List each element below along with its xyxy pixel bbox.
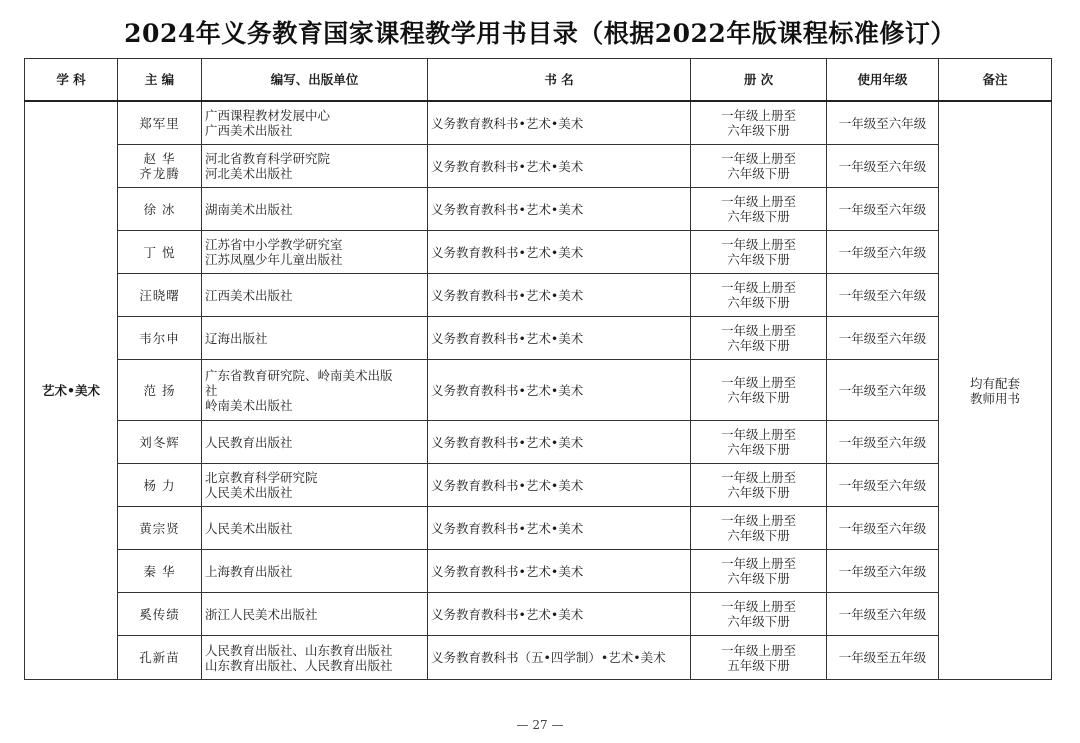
editor-cell: 汪晓曙	[118, 274, 202, 317]
book-title-cell: 义务教育教科书•艺术•美术	[428, 593, 691, 636]
volume-cell: 一年级上册至 六年级下册	[691, 421, 827, 464]
volume-cell: 一年级上册至 六年级下册	[691, 360, 827, 421]
book-title-cell: 义务教育教科书•艺术•美术	[428, 464, 691, 507]
book-title-cell: 义务教育教科书•艺术•美术	[428, 274, 691, 317]
book-title-cell: 义务教育教科书•艺术•美术	[428, 231, 691, 274]
header-subject: 学 科	[25, 59, 118, 102]
editor-cell: 丁 悦	[118, 231, 202, 274]
book-title-cell: 义务教育教科书•艺术•美术	[428, 550, 691, 593]
publisher-cell: 人民教育出版社	[202, 421, 428, 464]
editor-cell: 刘冬辉	[118, 421, 202, 464]
table-row	[25, 188, 1052, 231]
editor-cell: 范 扬	[118, 360, 202, 421]
page-number: — 27 —	[516, 718, 564, 732]
table-row	[25, 145, 1052, 188]
publisher-cell: 江西美术出版社	[202, 274, 428, 317]
grade-cell: 一年级至六年级	[827, 274, 939, 317]
editor-cell: 奚传绩	[118, 593, 202, 636]
book-title-cell: 义务教育教科书（五•四学制）•艺术•美术	[428, 636, 691, 680]
document-title: 2024年义务教育国家课程教学用书目录（根据2022年版课程标准修订）	[124, 19, 956, 48]
subject-cell: 艺术•美术	[25, 101, 118, 680]
header-grade: 使用年级	[827, 59, 939, 102]
header-book: 书 名	[428, 59, 691, 102]
grade-cell: 一年级至六年级	[827, 507, 939, 550]
grade-cell: 一年级至六年级	[827, 464, 939, 507]
editor-cell: 孔新苗	[118, 636, 202, 680]
publisher-cell: 辽海出版社	[202, 317, 428, 360]
book-title-cell: 义务教育教科书•艺术•美术	[428, 101, 691, 145]
publisher-cell: 人民教育出版社、山东教育出版社 山东教育出版社、人民教育出版社	[202, 636, 428, 680]
book-title-cell: 义务教育教科书•艺术•美术	[428, 188, 691, 231]
table-row	[25, 593, 1052, 636]
publisher-cell: 北京教育科学研究院 人民美术出版社	[202, 464, 428, 507]
editor-cell: 赵 华 齐龙腾	[118, 145, 202, 188]
publisher-cell: 广西课程教材发展中心 广西美术出版社	[202, 101, 428, 145]
book-title-cell: 义务教育教科书•艺术•美术	[428, 507, 691, 550]
table-row	[25, 231, 1052, 274]
publisher-cell: 上海教育出版社	[202, 550, 428, 593]
table-row	[25, 507, 1052, 550]
grade-cell: 一年级至六年级	[827, 593, 939, 636]
volume-cell: 一年级上册至 六年级下册	[691, 550, 827, 593]
header-publisher: 编写、出版单位	[202, 59, 428, 102]
grade-cell: 一年级至六年级	[827, 188, 939, 231]
grade-cell: 一年级至六年级	[827, 360, 939, 421]
table-row	[25, 550, 1052, 593]
editor-cell: 郑军里	[118, 101, 202, 145]
table-row	[25, 274, 1052, 317]
header-note: 备注	[939, 59, 1052, 102]
publisher-cell: 浙江人民美术出版社	[202, 593, 428, 636]
book-title-cell: 义务教育教科书•艺术•美术	[428, 317, 691, 360]
volume-cell: 一年级上册至 六年级下册	[691, 145, 827, 188]
table-body	[25, 101, 1052, 680]
table-row	[25, 317, 1052, 360]
volume-cell: 一年级上册至 六年级下册	[691, 507, 827, 550]
table-row	[25, 636, 1052, 680]
grade-cell: 一年级至五年级	[827, 636, 939, 680]
textbook-catalog-table	[24, 58, 1052, 680]
volume-cell: 一年级上册至 六年级下册	[691, 317, 827, 360]
header-volume: 册 次	[691, 59, 827, 102]
grade-cell: 一年级至六年级	[827, 317, 939, 360]
publisher-cell: 广东省教育研究院、岭南美术出版 社 岭南美术出版社	[202, 360, 428, 421]
grade-cell: 一年级至六年级	[827, 101, 939, 145]
volume-cell: 一年级上册至 六年级下册	[691, 188, 827, 231]
volume-cell: 一年级上册至 六年级下册	[691, 274, 827, 317]
volume-cell: 一年级上册至 六年级下册	[691, 464, 827, 507]
publisher-cell: 人民美术出版社	[202, 507, 428, 550]
note-cell: 均有配套 教师用书	[939, 101, 1052, 680]
header-editor: 主 编	[118, 59, 202, 102]
volume-cell: 一年级上册至 六年级下册	[691, 231, 827, 274]
grade-cell: 一年级至六年级	[827, 550, 939, 593]
editor-cell: 黄宗贤	[118, 507, 202, 550]
publisher-cell: 河北省教育科学研究院 河北美术出版社	[202, 145, 428, 188]
editor-cell: 杨 力	[118, 464, 202, 507]
grade-cell: 一年级至六年级	[827, 421, 939, 464]
publisher-cell: 江苏省中小学教学研究室 江苏凤凰少年儿童出版社	[202, 231, 428, 274]
table-row	[25, 360, 1052, 421]
grade-cell: 一年级至六年级	[827, 145, 939, 188]
header-row	[25, 59, 1052, 102]
volume-cell: 一年级上册至 六年级下册	[691, 593, 827, 636]
volume-cell: 一年级上册至 五年级下册	[691, 636, 827, 680]
book-title-cell: 义务教育教科书•艺术•美术	[428, 145, 691, 188]
table-row	[25, 421, 1052, 464]
book-title-cell: 义务教育教科书•艺术•美术	[428, 421, 691, 464]
table-row	[25, 101, 1052, 145]
volume-cell: 一年级上册至 六年级下册	[691, 101, 827, 145]
table-row	[25, 464, 1052, 507]
publisher-cell: 湖南美术出版社	[202, 188, 428, 231]
grade-cell: 一年级至六年级	[827, 231, 939, 274]
editor-cell: 韦尔申	[118, 317, 202, 360]
book-title-cell: 义务教育教科书•艺术•美术	[428, 360, 691, 421]
editor-cell: 徐 冰	[118, 188, 202, 231]
editor-cell: 秦 华	[118, 550, 202, 593]
